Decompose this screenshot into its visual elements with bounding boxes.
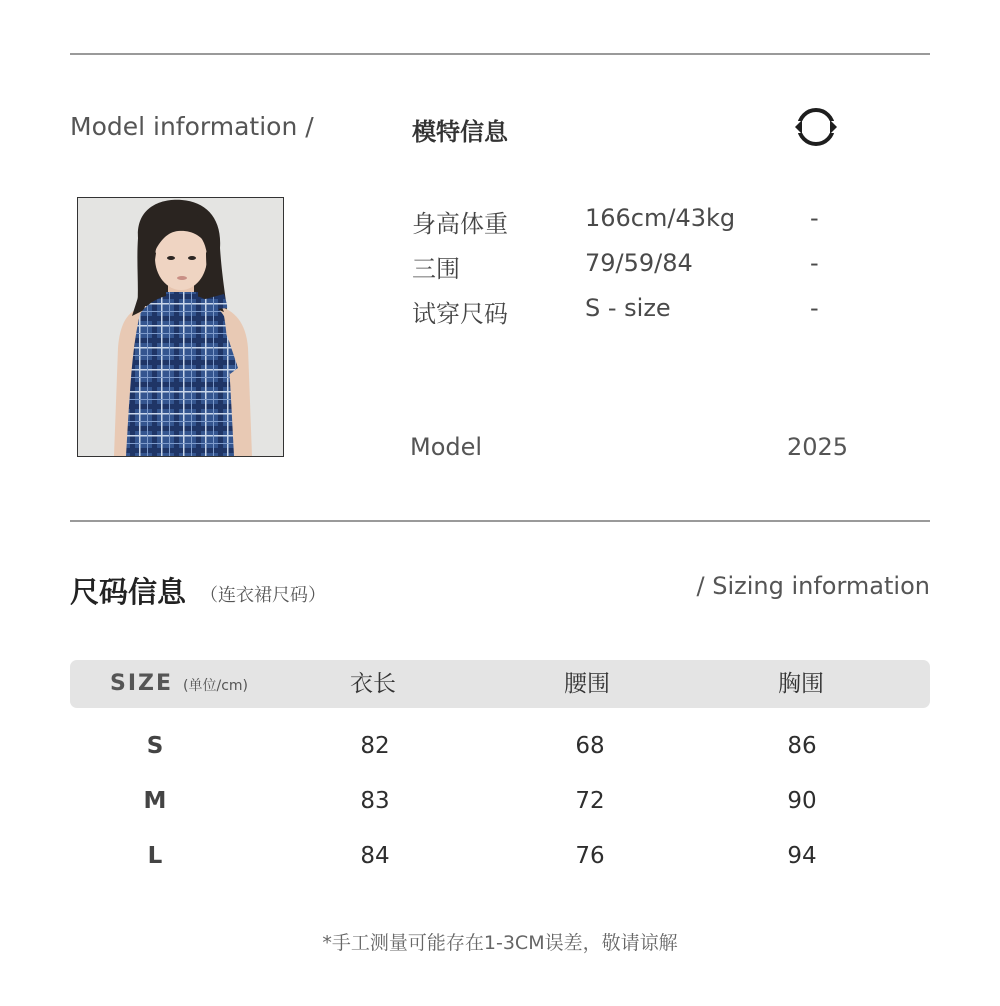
model-footer-label: Model: [410, 433, 483, 461]
table-row: [70, 843, 930, 883]
stat-row-height-weight: [412, 204, 842, 238]
sizing-title-zh: 尺码信息: [70, 575, 187, 609]
stat-row-measurements: [412, 249, 842, 283]
stat-row-try-on-size: [412, 294, 842, 328]
length-column-header: 衣长: [350, 671, 396, 697]
stat-dash: -: [810, 249, 819, 277]
stat-dash: -: [810, 204, 819, 232]
size-table-header: [70, 660, 930, 708]
stat-value: S - size: [585, 294, 671, 322]
bust-column-header: 胸围: [778, 671, 824, 697]
cycle-icon: [793, 105, 839, 149]
waist-cell: 72: [575, 788, 605, 814]
length-cell: 84: [360, 843, 390, 869]
size-cell: M: [143, 788, 167, 814]
measurement-footnote: *手工测量可能存在1-3CM误差，敬请谅解: [322, 932, 678, 954]
waist-column-header: 腰围: [564, 671, 610, 697]
waist-cell: 68: [575, 733, 605, 759]
stat-label: 三围: [412, 255, 460, 283]
model-info-heading-zh: 模特信息: [412, 118, 508, 146]
unit-label: (单位/cm): [183, 678, 248, 694]
table-row: [70, 733, 930, 773]
bust-cell: 94: [787, 843, 817, 869]
bust-cell: 86: [787, 733, 817, 759]
stat-value: 166cm/43kg: [585, 204, 736, 232]
stat-label: 试穿尺码: [412, 300, 508, 328]
sizing-title-en: / Sizing information: [696, 572, 930, 600]
stat-label: 身高体重: [412, 210, 508, 238]
waist-cell: 76: [575, 843, 605, 869]
size-cell: S: [146, 733, 164, 759]
size-cell: L: [147, 843, 163, 869]
stat-dash: -: [810, 294, 819, 322]
model-info-heading-en: Model information /: [70, 112, 314, 141]
middle-divider: [70, 520, 930, 522]
sizing-subtitle-zh: （连衣裙尺码）: [200, 585, 326, 606]
table-row: [70, 788, 930, 828]
stat-value: 79/59/84: [585, 249, 693, 277]
size-column-header: [110, 660, 248, 708]
size-label: SIZE: [110, 671, 174, 696]
model-footer-year: 2025: [787, 433, 849, 461]
bust-cell: 90: [787, 788, 817, 814]
model-photo: [77, 197, 284, 457]
length-cell: 83: [360, 788, 390, 814]
top-divider: [70, 53, 930, 55]
length-cell: 82: [360, 733, 390, 759]
